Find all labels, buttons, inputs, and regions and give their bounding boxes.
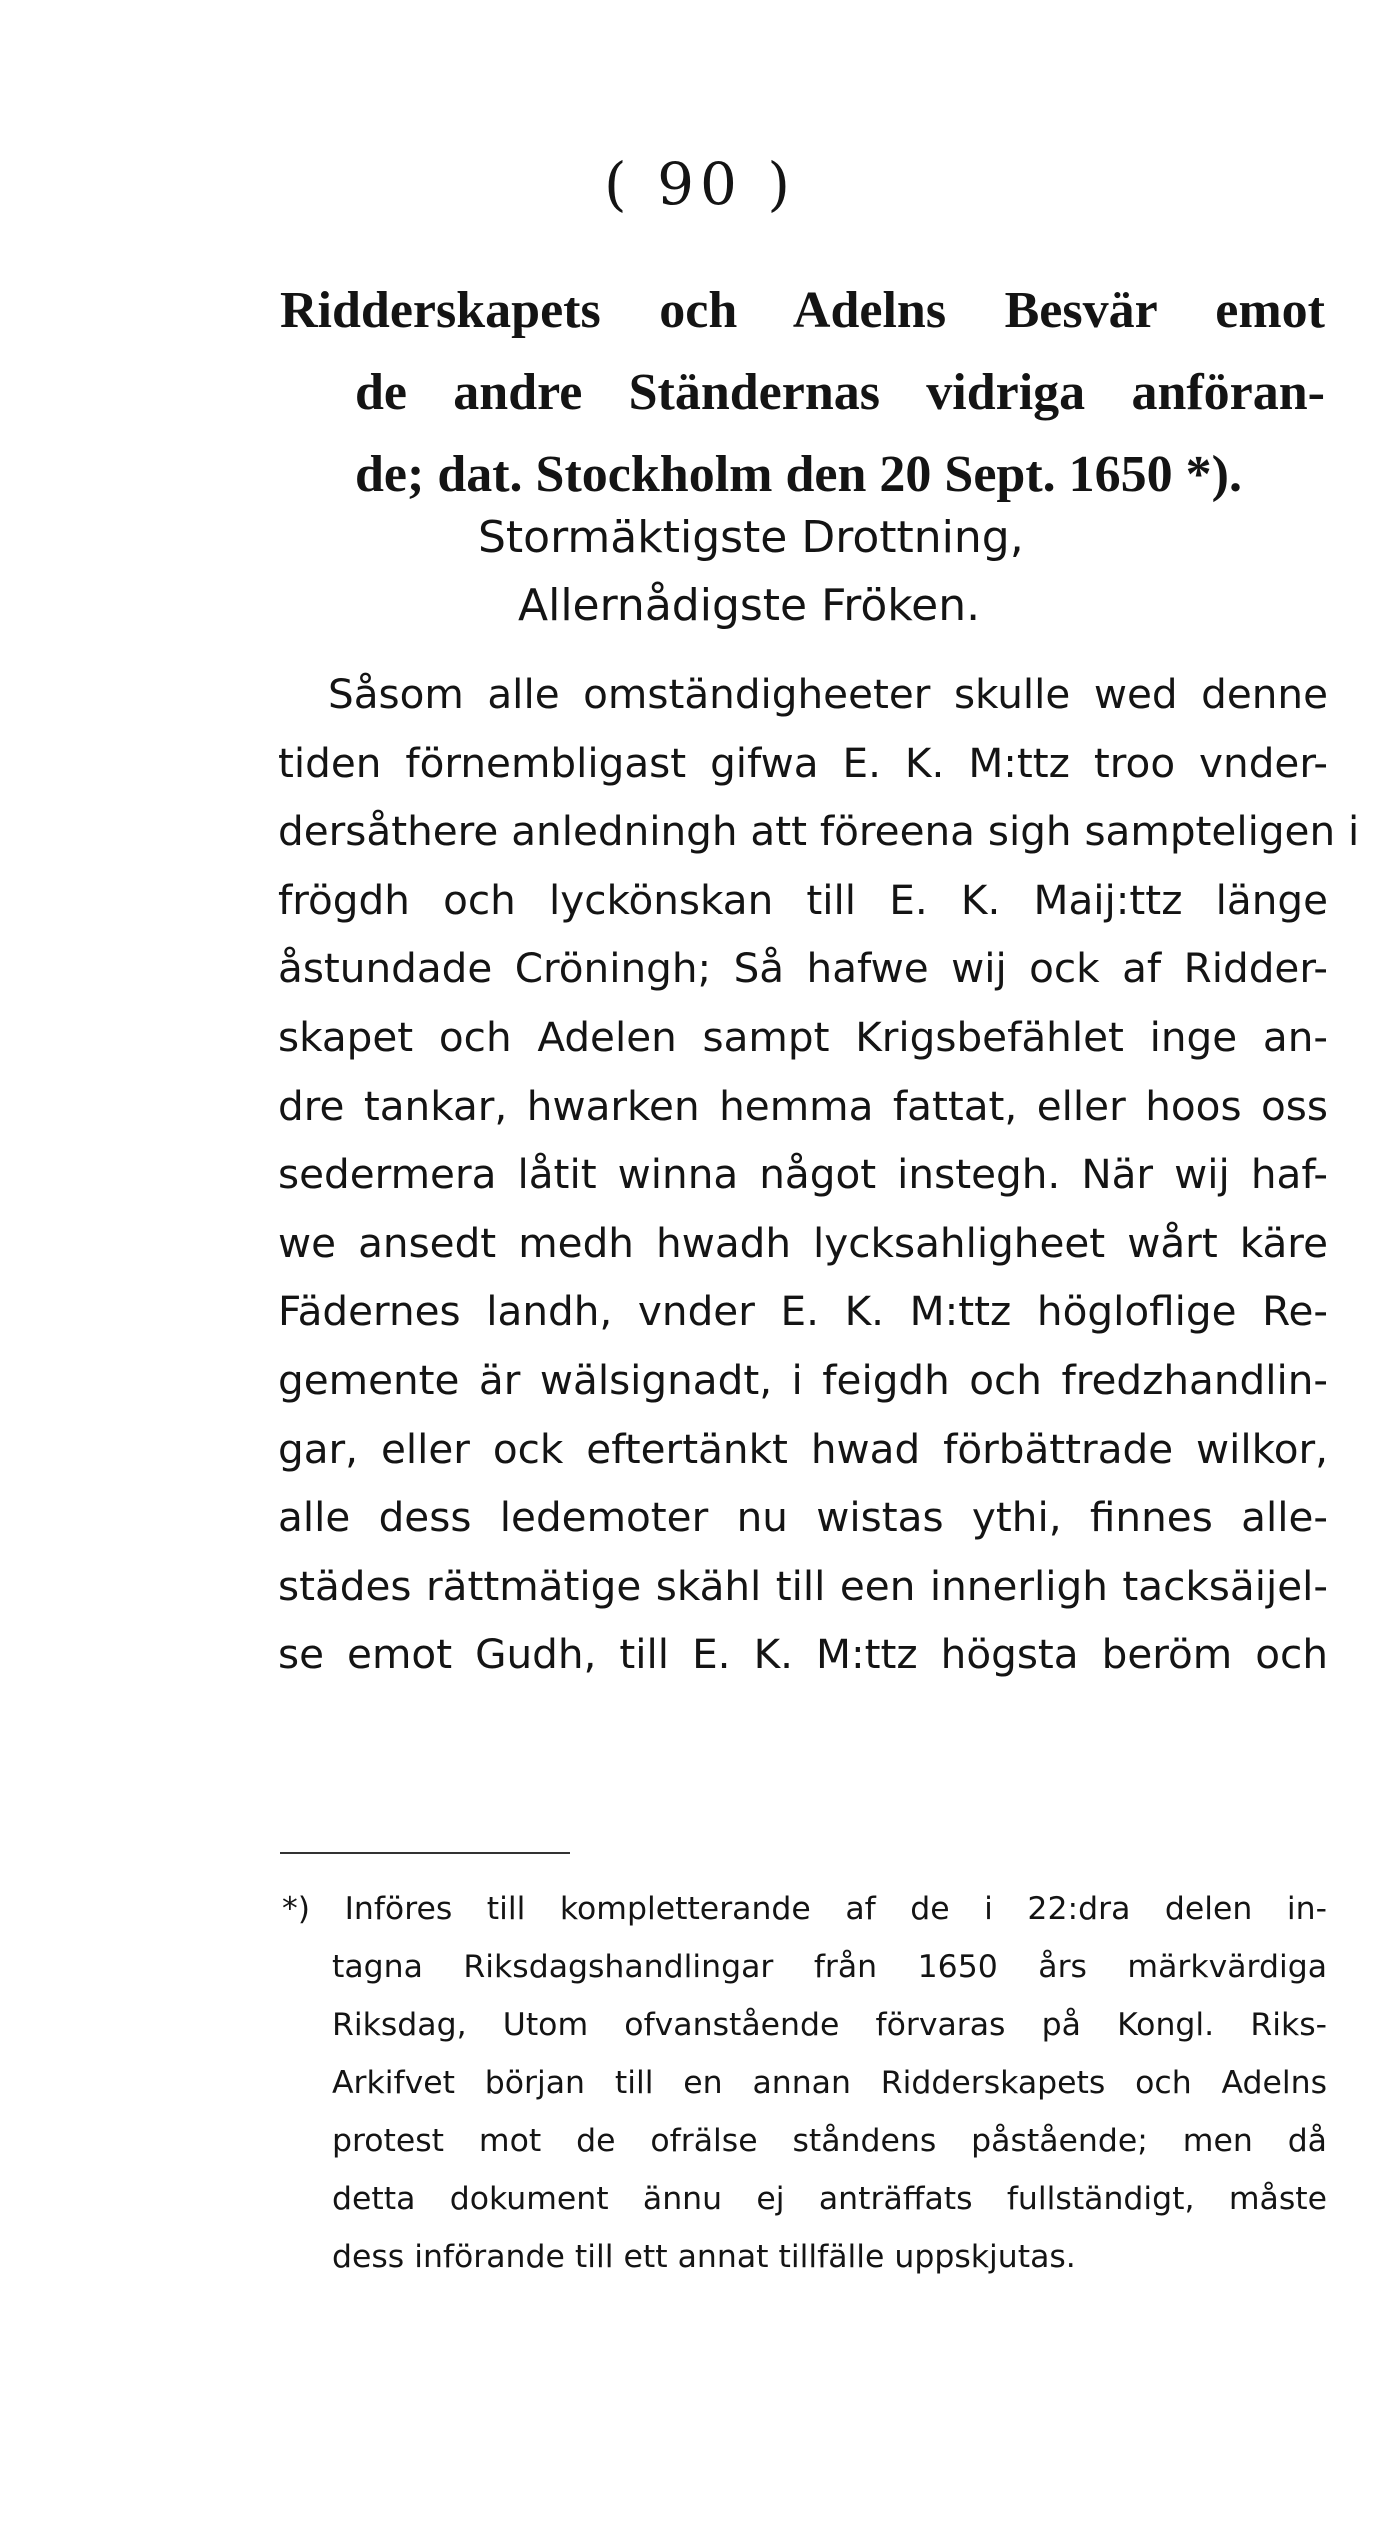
body-line: skapet och Adelen sampt Krigsbefählet inge an-: [278, 1012, 1328, 1061]
body-line: gemente är wälsignadt, i feigdh och fredzhandlin-: [278, 1355, 1328, 1404]
chapter-title: [280, 270, 1325, 516]
body-line: Såsom alle omständigheeter skulle wed denne: [328, 670, 1328, 718]
body-line: gar, eller ock eftertänkt hwad förbättrade wilkor,: [278, 1424, 1328, 1473]
body-line: frögdh och lyckönskan till E. K. Maij:ttz länge: [278, 875, 1328, 924]
title-line: de; dat. Stockholm den 20 Sept. 1650 *).: [355, 446, 1242, 503]
body-line: dre tankar, hwarken hemma fattat, eller hoos oss: [278, 1081, 1328, 1130]
footnote-divider: [280, 1852, 570, 1854]
footnote-line: detta dokument ännu ej anträffats fullständigt, måste: [332, 2181, 1327, 2217]
footnote-line: Arkifvet början till en annan Ridderskapets och Adelns: [332, 2065, 1327, 2101]
body-paragraph: [278, 660, 1360, 1689]
body-line: alle dess ledemoter nu wistas ythi, finnes alle-: [278, 1493, 1328, 1542]
footnote-line: *) Införes till kompletterande af de i 22:dra delen in-: [282, 1891, 1327, 1927]
body-line: se emot Gudh, till E. K. M:ttz högsta beröm och: [278, 1630, 1328, 1679]
page-number: ( 90 ): [604, 150, 796, 218]
body-line: åstundade Cröningh; Så hafwe wij ock af Ridder-: [278, 944, 1328, 993]
salutation-line: Stormäktigste Drottning,: [478, 512, 1024, 563]
body-line: städes rättmätige skähl till een innerligh tacksäijel-: [278, 1561, 1328, 1610]
body-line: sedermera låtit winna något instegh. När wij haf-: [278, 1150, 1328, 1199]
body-line: dersåthere anledningh att föreena sigh sampteligen i: [278, 807, 1360, 856]
title-line: de andre Ständernas vidriga anföran-: [355, 364, 1325, 421]
body-line: tiden förnembligast gifwa E. K. M:ttz troo vnder-: [278, 738, 1328, 787]
title-line: Ridderskapets och Adelns Besvär emot: [280, 282, 1325, 339]
footnote-line: protest mot de ofrälse ståndens påstående; men då: [332, 2123, 1327, 2159]
footnote-line: tagna Riksdagshandlingar från 1650 års märkvärdiga: [332, 1949, 1327, 1985]
body-line: Fädernes landh, vnder E. K. M:ttz högloflige Re-: [278, 1287, 1328, 1336]
salutation-line: Allernådigste Fröken.: [518, 580, 981, 631]
footnote-line: Riksdag, Utom ofvanstående förvaras på Kongl. Riks-: [332, 2007, 1327, 2043]
footnote-line: dess införande till ett annat tillfälle uppskjutas.: [332, 2239, 1076, 2275]
footnote: [282, 1880, 1327, 2286]
body-line: we ansedt medh hwadh lycksahligheet wårt käre: [278, 1218, 1328, 1267]
